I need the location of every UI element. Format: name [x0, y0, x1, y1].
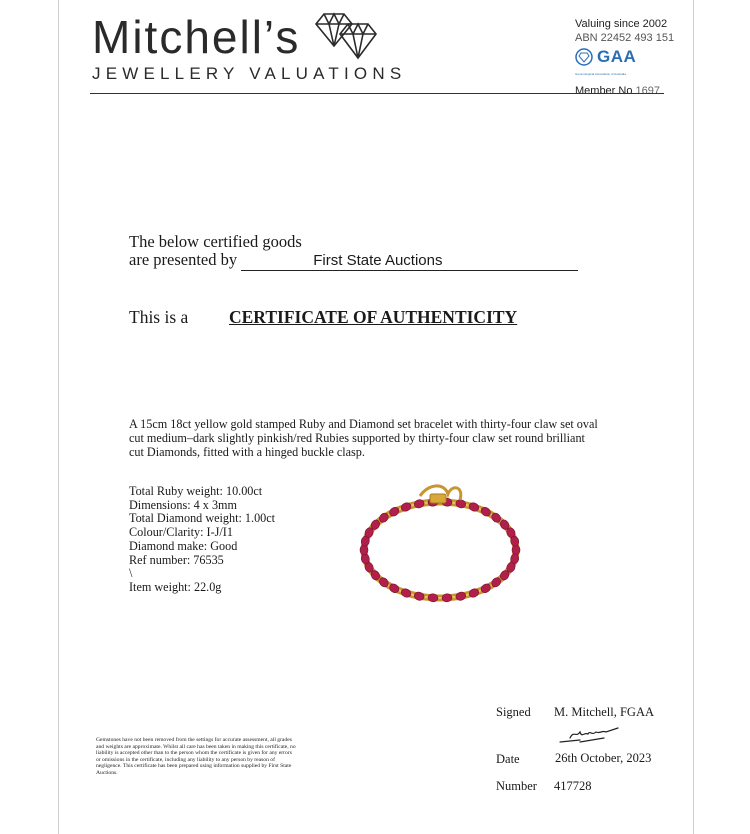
intro-line-2 — [129, 251, 578, 271]
handwritten-signature — [556, 724, 636, 746]
member-number: 1697 — [635, 85, 661, 97]
ruby-stone — [360, 545, 368, 555]
abn-number: ABN 22452 493 151 — [575, 32, 675, 44]
gaa-subtitle: Gemmological Association of Australia — [575, 72, 626, 76]
diamond-logo-icon — [314, 12, 380, 60]
item-description: A 15cm 18ct yellow gold stamped Ruby and Diamond set bracelet with thirty-four claw set oval cut medium–dark slightly pinkish/red Rubies supported by thirty-four claw set round brilliant cut Diamonds, fitted with a hinged buckle clasp. — [129, 417, 598, 459]
disclaimer-text: Gemstones have not been removed from the settings for accurate assessment, all grades and weights are approximate. Whilst all care has been taken in making this certificate, no liability is accepted other than to the person whom the certificate is given for any errors or omissions in the certificate, including any liability to any person by reason of negligence. This certificate has been prepared using information supplied by First State Auctions. — [96, 737, 296, 776]
number-value: 417728 — [554, 779, 592, 793]
number-label: Number — [496, 779, 537, 793]
bracelet-photo — [352, 480, 532, 610]
date-value: 26th October, 2023 — [555, 751, 652, 765]
presenter-name: First State Auctions — [241, 252, 578, 271]
item-details — [129, 485, 275, 595]
detail-line: Colour/Clarity: I-J/I1 — [129, 525, 233, 540]
header-divider — [90, 93, 664, 94]
presented-by-label: are presented by — [129, 250, 238, 269]
certificate-prefix: This is a — [129, 307, 189, 327]
detail-line: Ref number: 76535 — [129, 552, 224, 567]
brand-tagline: JEWELLERY VALUATIONS — [92, 64, 407, 83]
date-label: Date — [496, 752, 520, 766]
gaa-diamond-icon — [575, 48, 593, 66]
certificate-title: CERTIFICATE OF AUTHENTICITY — [229, 307, 518, 327]
detail-line: \ — [129, 566, 133, 581]
valuing-since: Valuing since 2002 — [575, 18, 668, 30]
brand-name: Mitchell’s — [92, 11, 301, 63]
gaa-label: GAA — [597, 47, 637, 66]
member-number-line — [575, 84, 674, 98]
detail-line: Dimensions: 4 x 3mm — [129, 497, 237, 512]
intro-line-1: The below certified goods — [129, 232, 302, 251]
ruby-stone — [512, 545, 520, 555]
signed-label: Signed — [496, 705, 531, 719]
detail-line: Total Diamond weight: 1.00ct — [129, 511, 276, 526]
header-credentials — [575, 17, 674, 98]
member-label: Member No — [575, 85, 633, 97]
gaa-badge — [575, 48, 674, 66]
detail-line: Total Ruby weight: 10.00ct — [129, 484, 263, 498]
detail-line: Diamond make: Good — [129, 538, 238, 553]
detail-line: Item weight: 22.0g — [129, 579, 222, 594]
signed-value: M. Mitchell, FGAA — [554, 705, 654, 719]
